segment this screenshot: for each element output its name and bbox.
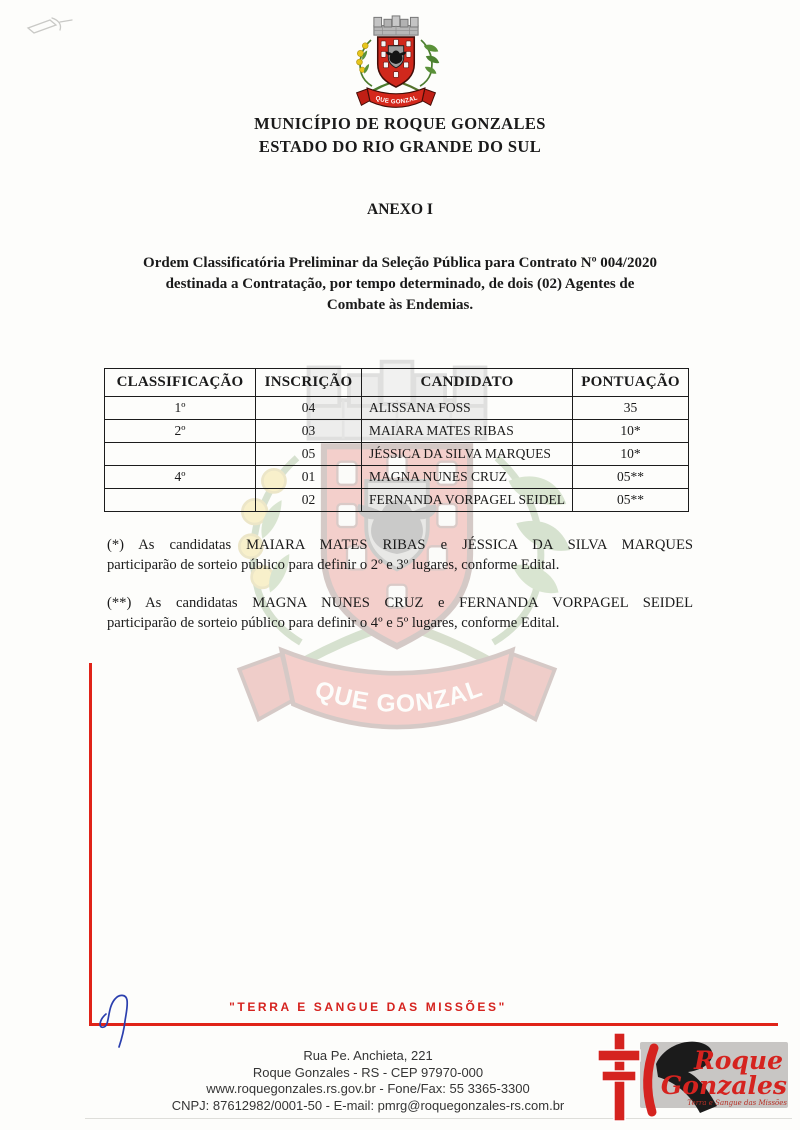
cell-score: 05** <box>573 489 689 512</box>
footer-address <box>60 1048 676 1114</box>
table-row <box>105 466 689 489</box>
footer-motto: "TERRA E SANGUE DAS MISSÕES" <box>229 1000 507 1014</box>
cell-classification: 4º <box>105 466 256 489</box>
pencil-scribble <box>16 8 86 48</box>
letterhead-titles <box>0 112 800 158</box>
cell-inscription: 01 <box>256 466 362 489</box>
cell-candidate: MAGNA NUNES CRUZ <box>362 466 573 489</box>
col-header-candidato: CANDIDATO <box>362 369 573 397</box>
address-city: Roque Gonzales - RS - CEP 97970-000 <box>252 1064 484 1080</box>
cross-icon <box>598 1033 640 1121</box>
footnote-line: (**) As candidatas MAGNA NUNES CRUZ e FERNANDA VORPAGEL SEIDEL <box>107 595 693 611</box>
col-header-inscricao: INSCRIÇÃO <box>256 369 362 397</box>
col-header-pontuacao: PONTUAÇÃO <box>573 369 689 397</box>
letterhead-horizontal-rule <box>89 1023 778 1026</box>
table-row <box>105 443 689 466</box>
address-street: Rua Pe. Anchieta, 221 <box>303 1048 433 1063</box>
cell-candidate: MAIARA MATES RIBAS <box>362 420 573 443</box>
cell-candidate: JÉSSICA DA SILVA MARQUES <box>362 443 573 466</box>
cell-inscription: 02 <box>256 489 362 512</box>
classification-table <box>104 368 689 512</box>
logo-tagline: Terra e Sangue das Missões <box>687 1099 787 1107</box>
cell-inscription: 04 <box>256 397 362 420</box>
annex-title: ANEXO I <box>367 201 433 218</box>
footer-logo <box>596 1030 792 1126</box>
table-row <box>105 420 689 443</box>
cell-classification <box>105 489 256 512</box>
cell-inscription: 05 <box>256 443 362 466</box>
cell-inscription: 03 <box>256 420 362 443</box>
document-title <box>100 253 700 316</box>
logo-name-line1: Roque <box>693 1046 783 1075</box>
cell-candidate: ALISSANA FOSS <box>362 397 573 420</box>
cell-score: 35 <box>573 397 689 420</box>
document-title-line: Combate às Endemias. <box>326 297 474 313</box>
municipality-name: MUNICÍPIO DE ROQUE GONZALES <box>254 114 546 133</box>
footnote-line: participarão de sorteio público para definir o 4º e 5º lugares, conforme Edital. <box>107 615 560 631</box>
footnote-line: (*) As candidatas MAIARA MATES RIBAS e JÉSSICA DA SILVA MARQUES <box>107 537 693 553</box>
pen-squiggle <box>95 986 141 1050</box>
address-cnpj-email: CNPJ: 87612982/0001-50 - E-mail: pmrg@roquegonzales-rs.com.br <box>171 1097 565 1113</box>
footnote-double-asterisk <box>107 593 693 633</box>
cell-score: 10* <box>573 420 689 443</box>
table-row <box>105 397 689 420</box>
cell-score: 10* <box>573 443 689 466</box>
state-name: ESTADO DO RIO GRANDE DO SUL <box>258 137 542 156</box>
table-header-row <box>105 369 689 397</box>
document-title-line: destinada a Contratação, por tempo determinado, de dois (02) Agentes de <box>165 276 635 292</box>
address-web-phone: www.roquegonzales.rs.gov.br - Fone/Fax: 55 3365-3300 <box>206 1081 530 1096</box>
logo-name-line2: Gonzales <box>660 1071 787 1100</box>
cell-classification: 1º <box>105 397 256 420</box>
col-header-classificacao: CLASSIFICAÇÃO <box>105 369 256 397</box>
municipal-crest <box>347 14 445 114</box>
letterhead-vertical-rule <box>89 663 92 1026</box>
cell-score: 05** <box>573 466 689 489</box>
footnote-asterisk <box>107 535 693 575</box>
cell-classification: 2º <box>105 420 256 443</box>
document-title-line: Ordem Classificatória Preliminar da Seleção Pública para Contrato Nº 004/2020 <box>143 255 657 271</box>
table-row <box>105 489 689 512</box>
cell-classification <box>105 443 256 466</box>
footnote-line: participarão de sorteio público para definir o 2º e 3º lugares, conforme Edital. <box>107 557 560 573</box>
cell-candidate: FERNANDA VORPAGEL SEIDEL <box>362 489 573 512</box>
